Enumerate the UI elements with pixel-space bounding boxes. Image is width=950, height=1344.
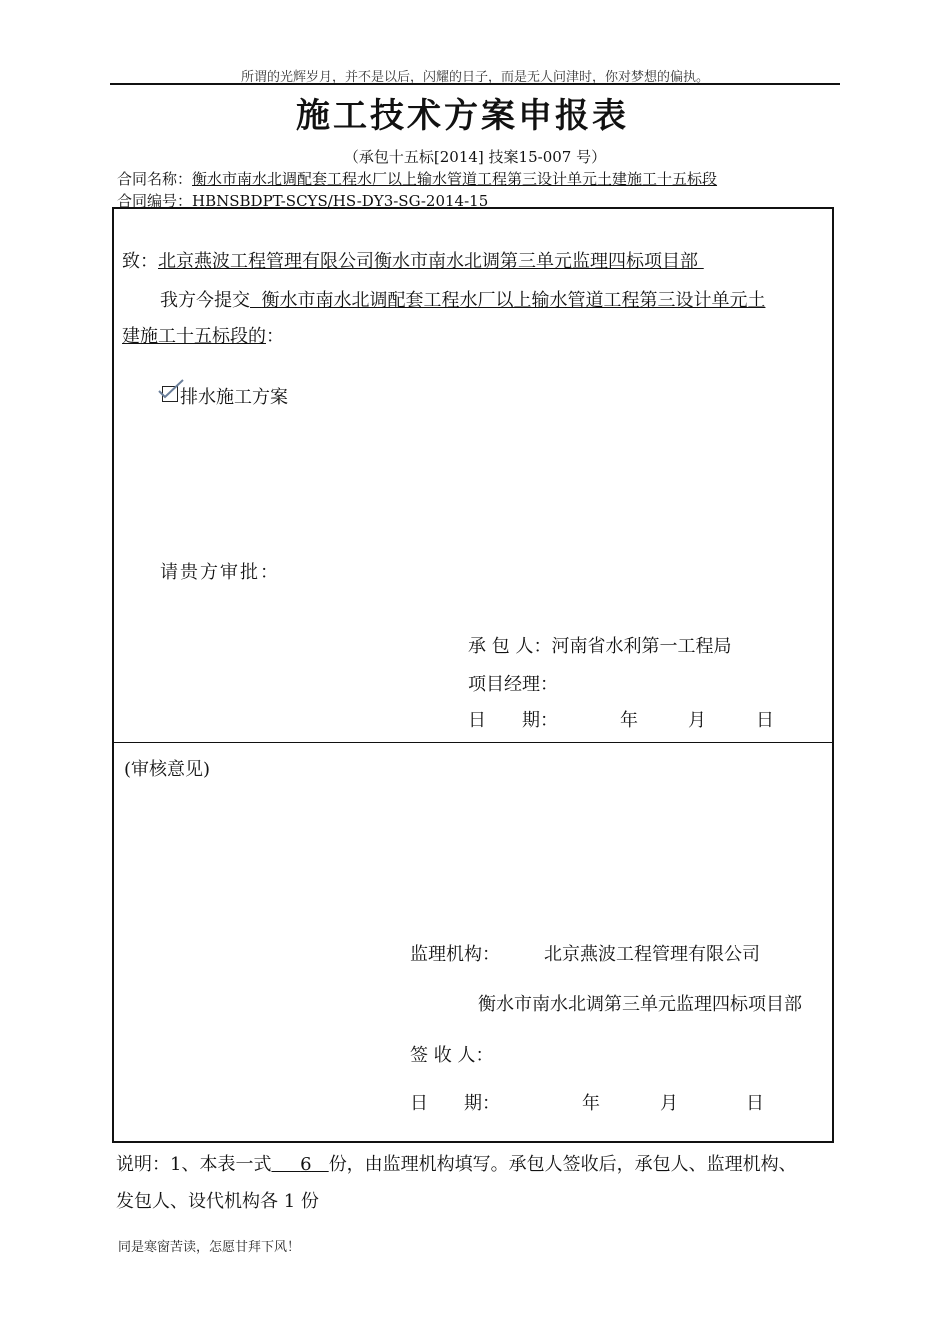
note-prefix: 说明：1、本表一式 [116, 1154, 272, 1175]
scheme-label: 排水施工方案 [180, 387, 288, 408]
supervisor-org-value-1: 北京燕波工程管理有限公司 [544, 944, 760, 965]
note-line-1 [116, 1150, 797, 1176]
submission-project-line1: 衡水市南水北调配套工程水厂以上输水管道工程第三设计单元土 [261, 290, 766, 311]
submission-date-day: 日 [756, 710, 774, 731]
note-line-2: 发包人、设代机构各 1 份 [116, 1191, 319, 1212]
submission-date-label: 日 期： [468, 710, 558, 731]
recipient-row [122, 247, 704, 273]
header-rule [110, 83, 840, 85]
project-manager-label: 项目经理： [468, 674, 558, 695]
contract-name-row [117, 168, 717, 189]
contract-number-value: HBNSBDPT-SCYS/HS-DY3-SG-2014-15 [192, 192, 489, 210]
submission-date-month: 月 [688, 710, 706, 731]
supervisor-org-value-2: 衡水市南水北调第三单元监理四标项目部 [478, 994, 802, 1015]
submission-line-2 [122, 322, 284, 348]
submission-line-1 [160, 286, 765, 312]
note-suffix: 份，由监理机构填写。承包人签收后，承包人、监理机构、 [328, 1154, 797, 1175]
submission-suffix: ： [266, 326, 284, 347]
submission-prefix: 我方今提交 [160, 290, 250, 311]
approval-request: 请贵方审批： [160, 562, 280, 583]
submission-date-year: 年 [620, 710, 638, 731]
section-divider [112, 742, 832, 743]
recipient-value: 北京燕波工程管理有限公司衡水市南水北调第三单元监理四标项目部 [158, 251, 698, 272]
signer-label: 签 收 人： [410, 1045, 494, 1066]
page-title: 施工技术方案申报表 [296, 96, 629, 136]
recipient-label: 致： [122, 251, 158, 272]
review-date-year: 年 [582, 1093, 600, 1114]
contract-number-label: 合同编号： [117, 192, 193, 210]
submission-project-line2: 建施工十五标段的 [122, 326, 266, 347]
form-number: （承包十五标[2014] 技案15-007 号） [343, 148, 607, 166]
contractor-label: 承 包 人： [468, 636, 552, 657]
contractor-row [468, 632, 731, 658]
footer-quote: 同是寒窗苦读，怎愿甘拜下风！ [118, 1240, 301, 1255]
contract-name-label: 合同名称： [117, 170, 193, 188]
review-date-day: 日 [746, 1093, 764, 1114]
review-date-label: 日 期： [410, 1093, 500, 1114]
supervisor-org-label: 监理机构： [410, 944, 500, 965]
review-date-month: 月 [660, 1093, 678, 1114]
contractor-value: 河南省水利第一工程局 [551, 636, 732, 657]
header-quote: 所谓的光辉岁月，并不是以后，闪耀的日子，而是无人问津时，你对梦想的偏执。 [240, 70, 709, 85]
note-copies: 6 [300, 1154, 312, 1175]
review-heading: (审核意见) [124, 759, 211, 780]
contract-name-value: 衡水市南水北调配套工程水厂以上输水管道工程第三设计单元土建施工十五标段 [192, 170, 718, 188]
